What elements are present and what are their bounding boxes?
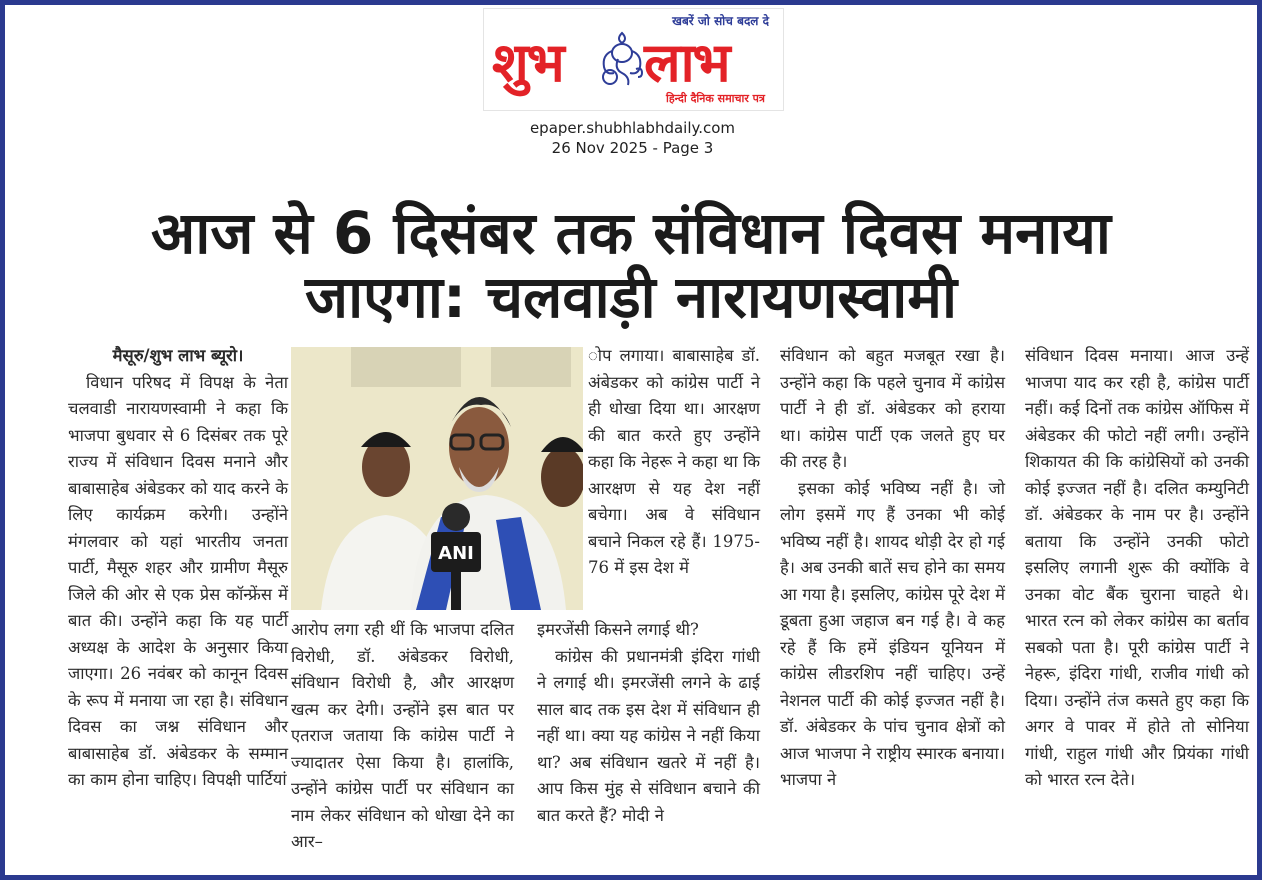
headline-line-2: जाएगा: चलवाड़ी नारायणस्वामी: [305, 263, 957, 331]
byline: मैसूरु/शुभ लाभ ब्यूरो।: [112, 346, 244, 365]
logo-word-shubh: शुभ: [492, 31, 563, 94]
masthead-subtitle: हिन्दी दैनिक समाचार पत्र: [665, 92, 765, 105]
paragraph: ोप लगाया। बाबासाहेब डॉ. अंबेडकर को कांग्रेस पार्टी ने ही धोखा दिया था। आरक्षण की बात करते हुए उन्होंने कहा कि नेहरू ने कहा था कि आरक्षण से यह देश नहीं बचेगा। अब वे संविधान बचाने निकल रहे हैं। 1975-76 में इस देश में: [588, 346, 760, 577]
paragraph: संविधान को बहुत मजबूत रखा है। उन्होंने कहा कि पहले चुनाव में कांग्रेस पार्टी ने ही डॉ. अंबेडकर को हराया था। कांग्रेस पार्टी एक जलते हुए घर की तरह है।: [780, 346, 1005, 471]
column-4: [780, 343, 1005, 794]
headline-line-1: आज से 6 दिसंबर तक संविधान दिवस मनाया: [151, 199, 1111, 267]
column-5: [1025, 343, 1249, 794]
mic-label-ani: ANI: [438, 543, 474, 564]
logo-word-labh: लाभ: [644, 31, 729, 94]
date-page: 26 Nov 2025 - Page 3: [551, 139, 714, 157]
paragraph: इसका कोई भविष्य नहीं है। जो लोग इसमें गए हैं उनका भी कोई भविष्य नहीं है। शायद थोड़ी देर हो गई है। अब उनकी बातें सच होने का समय आ गया है। इसलिए, कांग्रेस पूरे देश में डूबता हुआ जहाज बन गई है। वे कह रहे हैं कि हमें इंडियन यूनियन में कांग्रेस लीडरशिप नहीं चाहिए। उन्हें नेशनल पार्टी की कोई इज्जत नहीं है। डॉ. अंबेडकर के पांच चुनाव क्षेत्रों को आज भाजपा ने राष्ट्रीय स्मारक बनाया। भाजपा ने: [780, 478, 1005, 789]
paragraph: विधान परिषद में विपक्ष के नेता चलवाडी नारायणस्वामी ने कहा कि भाजपा बुधवार से 6 दिसंबर तक पूरे राज्य में संविधान दिवस मनाने और बाबासाहेब अंबेडकर को याद करने के लिए कार्यक्रम करेगी। उन्होंने मंगलवार को यहां भारतीय जनता पार्टी, मैसूरु शहर और ग्रामीण मैसूरु जिले की ओर से एक प्रेस कॉन्फ्रेंस में बात की। उन्होंने कहा कि यह पार्टी अध्यक्ष के आदेश के अनुसार किया जाएगा। 26 नवंबर को कानून दिवस के रूप में मनाया जा रहा है। संविधान दिवस का जश्न संविधान और बाबासाहेब डॉ. अंबेडकर के सम्मान का काम होना चाहिए। विपक्षी पार्टियां: [68, 372, 288, 789]
paragraph: संविधान दिवस मनाया। आज उन्हें भाजपा याद कर रही है, कांग्रेस पार्टी नहीं। कई दिनों तक कांग्रेस ऑफिस में अंबेडकर की फोटो नहीं लगी। उन्होंने शिकायत की कि कांग्रेसियों को उनकी कोई इज्जत नहीं है। दलित कम्युनिटी डॉ. अंबेडकर के नाम पर है। उन्होंने बताया कि उन्होंने उनकी फोटो इसलिए लगानी शुरू की क्योंकि वे उनका वोट बैंक चुराना चाहते थे। भारत रत्न को लेकर कांग्रेस का बर्ताव सबको पता है। पूरी कांग्रेस पार्टी ने नेहरू, इंदिरा गांधी, राजीव गांधी को दिया। उन्होंने तंज कसते हुए कहा कि अगर वे पावर में होते तो सोनिया गांधी, राहुल गांधी और प्रियंका गांधी को भारत रत्न देते।: [1025, 346, 1249, 789]
column-1: [68, 343, 288, 794]
column-3-top: [588, 343, 760, 582]
column-3-bottom: [537, 617, 760, 829]
epaper-url: epaper.shubhlabhdaily.com: [529, 119, 736, 137]
masthead-logo: [483, 8, 784, 111]
paragraph: आरोप लगा रही थीं कि भाजपा दलित विरोधी, डॉ. अंबेडकर विरोधी, संविधान विरोधी है, और आरक्षण खत्म कर देगी। उन्होंने इस बात पर एतराज जताया कि कांग्रेस पार्टी ने ज्यादातर ऐसा किया है। हालांकि, उन्होंने कांग्रेस पार्टी पर संविधान का नाम लेकर संविधान को धोखा देने का आर–: [291, 620, 514, 851]
paragraph: इमरजेंसी किसने लगाई थी?: [537, 620, 699, 639]
ganesha-icon: [596, 29, 648, 91]
article-photo: [291, 347, 583, 610]
masthead-tagline: खबरें जो सोच बदल दे: [672, 14, 769, 28]
column-2: [291, 617, 514, 856]
paragraph: कांग्रेस की प्रधानमंत्री इंदिरा गांधी ने लगाई थी। इमरजेंसी लगने के ढाई साल बाद तक इस देश में संविधान ही नहीं था। क्या यह कांग्रेस ने नहीं किया था? अब संविधान खतरे में नहीं है। आप किस मुंह से संविधान बचाने की बात करते हैं? मोदी ने: [537, 646, 760, 825]
